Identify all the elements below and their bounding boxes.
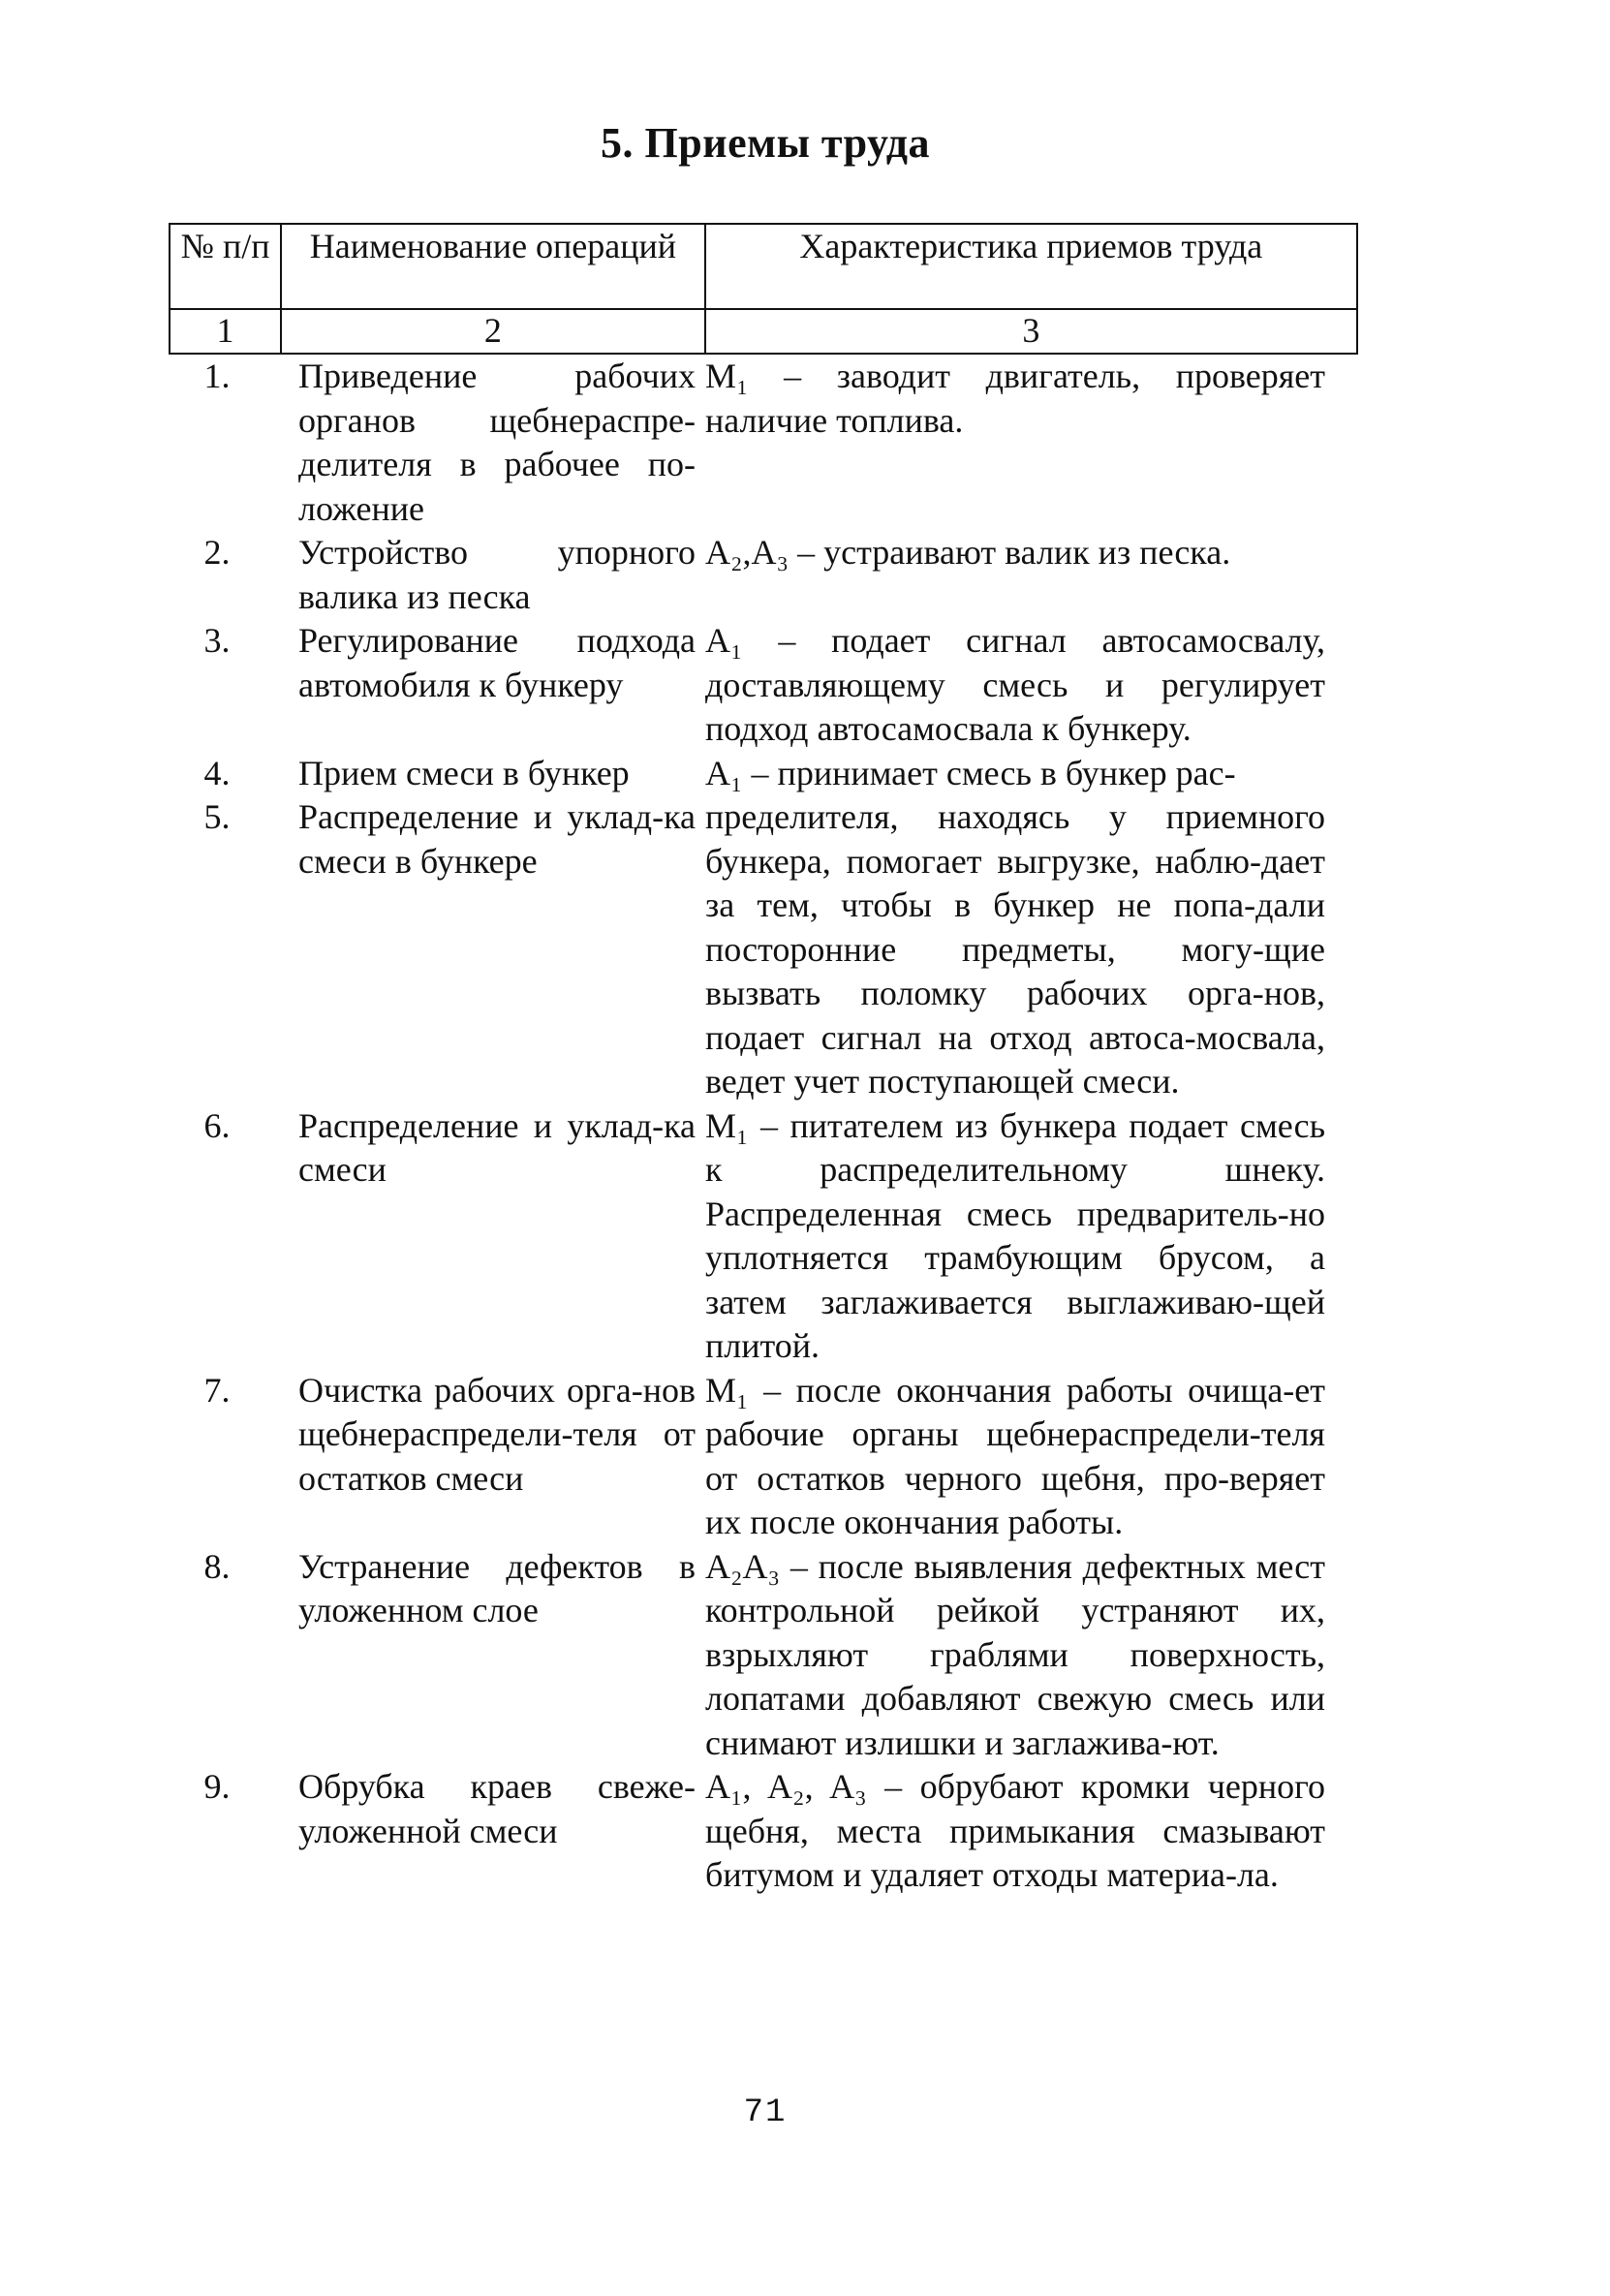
operation-name: Обрубка краев свеже-уложенной смеси	[298, 1767, 696, 1850]
column-number-2: 2	[281, 309, 705, 354]
operation-description: A₂,A₃ – устраивают валик из песка.	[705, 533, 1231, 572]
table-row	[169, 619, 1358, 752]
row-number: 7.	[203, 1370, 231, 1410]
operation-description: M₁ – заводит двигатель, проверяет наличие топлива.	[705, 357, 1325, 440]
operation-name: Устройство упорного валика из песка	[298, 533, 696, 616]
row-number: 2.	[203, 533, 231, 572]
operation-name: Приведение рабочих органов щебнераспре-делителя в рабочее по-ложение	[298, 357, 696, 528]
page-number: 71	[743, 2094, 788, 2131]
operation-name: Устранение дефектов в уложенном слое	[298, 1546, 696, 1629]
table-row	[169, 752, 1358, 796]
operation-description: M₁ – питателем из бункера подает смесь к распределительному шнеку. Распределенная смесь предваритель-но уплотняется трамбующим брусом, а затем заглаживается выглаживаю-щей плитой.	[705, 1105, 1325, 1365]
operation-description: A₁ – подает сигнал автосамосвалу, доставляющему смесь и регулирует подход автосамосвала к бункеру.	[705, 621, 1325, 748]
row-number: 8.	[203, 1546, 231, 1586]
row-number: 9.	[203, 1767, 231, 1806]
row-number: 5.	[203, 797, 231, 836]
column-number-3: 3	[705, 309, 1357, 354]
operation-name: Распределение и уклад-ка смеси в бункере	[298, 797, 696, 881]
table-row	[169, 355, 1358, 531]
table-row	[169, 1765, 1358, 1898]
header-characteristics: Характеристика приемов труда	[705, 224, 1357, 309]
operation-description: A₂A₃ – после выявления дефектных мест контрольной рейкой устраняют их, взрыхляют граблями поверхность, лопатами добавляют свежую смесь или снимают излишки и заглажива-ют.	[705, 1546, 1325, 1762]
header-number: № п/п	[170, 224, 281, 309]
table-row	[169, 1369, 1358, 1545]
table-row	[169, 1104, 1358, 1369]
operation-name: Очистка рабочих орга-нов щебнераспредели-теля от остатков смеси	[298, 1370, 696, 1498]
row-number: 6.	[203, 1105, 231, 1145]
operation-description: A₁, A₂, A₃ – обрубают кромки черного щебня, места примыкания смазывают битумом и удаляет отходы материа-ла.	[705, 1767, 1325, 1894]
operation-description: M₁ – после окончания работы очища-ет рабочие органы щебнераспредели-теля от остатков черного щебня, про-веряет их после окончания работы.	[705, 1370, 1325, 1541]
row-number: 1.	[203, 357, 231, 395]
table-body	[169, 355, 1358, 1898]
header-operation-name: Наименование операций	[281, 224, 705, 309]
row-number: 4.	[203, 753, 231, 792]
operation-description: A₁ – принимает смесь в бункер рас-	[705, 753, 1236, 792]
table-row	[169, 531, 1358, 619]
operation-name: Регулирование подхода автомобиля к бункеру	[298, 621, 696, 704]
column-number-1: 1	[170, 309, 281, 354]
operation-name: Распределение и уклад-ка смеси	[298, 1105, 696, 1189]
table-header-row	[170, 224, 1357, 309]
operation-name: Прием смеси в бункер	[298, 753, 630, 792]
operation-description: пределителя, находясь у приемного бункера, помогает выгрузке, наблю-дает за тем, чтобы в бункер не попа-дали посторонние предметы, могу-щие вызвать поломку рабочих орга-нов, подает сигнал на отход автоса-мосвала, ведет учет поступающей смеси.	[705, 797, 1325, 1101]
page-title: 5. Приемы труда	[601, 119, 930, 167]
table-row	[169, 1545, 1358, 1766]
table-row	[169, 795, 1358, 1104]
table-header	[169, 223, 1358, 355]
table-column-numbers-row	[170, 309, 1357, 354]
row-number: 3.	[203, 621, 231, 660]
